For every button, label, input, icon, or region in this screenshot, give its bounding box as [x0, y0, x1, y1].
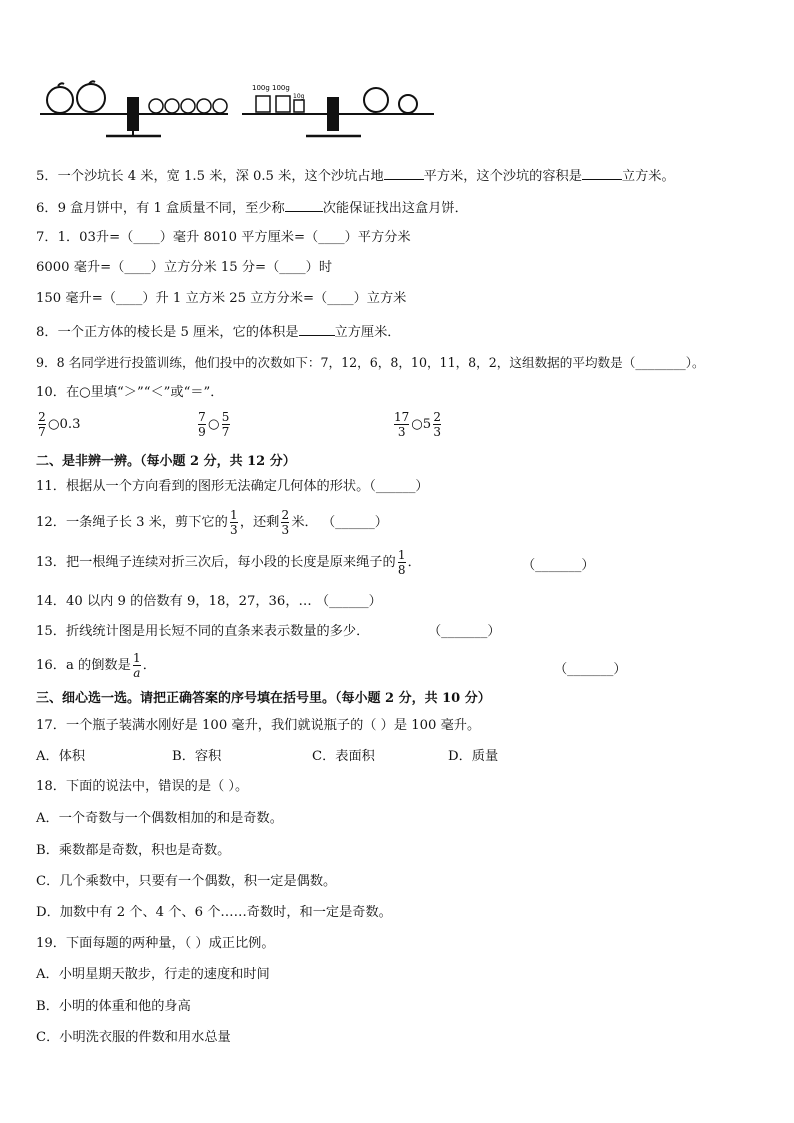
question-12: 12．一条绳子长 3 米，剪下它的 $\frac{1}{3}$ ，还剩 $\frac{2}{3}$ 米． （______） [36, 508, 388, 537]
answer-blank[interactable] [582, 166, 622, 180]
fraction: $\frac{17}{3}$ [394, 410, 410, 439]
balance-scales-illustration [36, 80, 438, 150]
weight-icon [276, 96, 290, 112]
option-a[interactable]: A．体积 [36, 749, 86, 764]
fraction: $\frac{5}{7}$ [221, 410, 230, 439]
question-7-line-3: 150 毫升=（____）升 1 立方米 25 立方分米=（____）立方米 [36, 291, 407, 306]
apple-icon [364, 88, 388, 112]
question-6: 6．9 盒月饼中，有 1 盒质量不同，至少称 次能保证找出这盒月饼． [36, 198, 468, 218]
weight-label-1: 100g [252, 84, 270, 92]
answer-blank[interactable] [285, 198, 323, 212]
question-15-answer[interactable]: （_______） [428, 624, 501, 639]
question-14: 14．40 以内 9 的倍数有 9，18，27，36，… （______） [36, 594, 382, 609]
fraction: $\frac{1}{8}$ [397, 548, 406, 577]
question-7-line-2: 6000 毫升=（____）立方分米 15 分=（____）时 [36, 260, 333, 275]
question-9: 9．8 名同学进行投篮训练，他们投中的次数如下：7，12，6，8，10，11，8，2，这组数据的平均数是（________）。 [36, 355, 705, 370]
section-2-title: 二、是非辨一辨。（每小题 2 分，共 12 分） [36, 454, 296, 469]
section-3-title: 三、细心选一选。请把正确答案的序号填在括号里。（每小题 2 分，共 10 分） [36, 691, 491, 706]
left-balance [40, 81, 228, 136]
fraction: $\frac{2}{7}$ [38, 410, 46, 439]
question-10: 10．在○里填“＞”“＜”或“＝”． [36, 385, 224, 400]
apple-icon [77, 84, 105, 112]
fraction: $\frac{2}{3}$ [433, 410, 441, 439]
question-11: 11．根据从一个方向看到的图形无法确定几何体的形状。（______） [36, 479, 429, 494]
option-b[interactable]: B．乘数都是奇数，积也是奇数。 [36, 843, 231, 858]
answer-blank[interactable] [299, 322, 335, 336]
question-13: 13．把一根绳子连续对折三次后，每小段的长度是原来绳子的 $\frac{1}{8}$ ． [36, 548, 421, 577]
option-c[interactable]: C．几个乘数中，只要有一个偶数，积一定是偶数。 [36, 874, 337, 889]
fraction: $\frac{1}{3}$ [229, 508, 238, 537]
right-balance [242, 88, 434, 136]
fraction: $\frac{1}{a}$ [132, 651, 141, 680]
question-17-options [36, 748, 498, 766]
weight-icon [256, 96, 270, 112]
option-a[interactable]: A．一个奇数与一个偶数相加的和是奇数。 [36, 811, 283, 826]
weight-label-3: 10g [293, 93, 305, 100]
question-10-item-1: $\frac{2}{7}$ ○0.3 [38, 410, 81, 439]
weight-icon [294, 100, 304, 112]
question-16: 16．a 的倒数是 $\frac{1}{a}$ ． [36, 651, 156, 680]
fraction: $\frac{7}{9}$ [198, 410, 206, 439]
option-b[interactable]: B．容积 [172, 749, 222, 764]
question-16-answer[interactable]: （_______） [554, 662, 627, 677]
pears-icon [149, 99, 227, 113]
answer-blank[interactable] [384, 166, 424, 180]
option-c[interactable]: C．小明洗衣服的件数和用水总量 [36, 1030, 231, 1045]
question-10-item-3: $\frac{17}{3}$ ○5 $\frac{2}{3}$ [394, 410, 441, 439]
option-d[interactable]: D．加数中有 2 个、4 个、6 个……奇数时，和一定是奇数。 [36, 905, 392, 920]
option-b[interactable]: B．小明的体重和他的身高 [36, 999, 191, 1014]
question-15: 15．折线统计图是用长短不同的直条来表示数量的多少． [36, 624, 370, 639]
pear-icon [399, 95, 417, 113]
question-8: 8．一个正方体的棱长是 5 厘米，它的体积是 立方厘米． [36, 322, 400, 342]
question-19: 19．下面每题的两种量，（ ）成正比例。 [36, 936, 275, 951]
option-d[interactable]: D．质量 [448, 749, 499, 764]
question-13-answer[interactable]: （_______） [522, 558, 595, 573]
fraction: $\frac{2}{3}$ [281, 508, 290, 537]
question-10-item-2: $\frac{7}{9}$ ○ $\frac{5}{7}$ [198, 410, 230, 439]
question-5: 5．一个沙坑长 4 米，宽 1.5 米，深 0.5 米，这个沙坑占地 平方米，这个沙坑的容积是 立方米。 [36, 166, 675, 186]
apple-icon [47, 87, 73, 113]
question-18: 18．下面的说法中，错误的是（ ）。 [36, 779, 249, 794]
question-7-line-1: 7．1．03升=（____）毫升 8010 平方厘米=（____）平方分米 [36, 230, 411, 245]
weight-label-2: 100g [272, 84, 290, 92]
option-a[interactable]: A．小明星期天散步，行走的速度和时间 [36, 967, 270, 982]
question-17: 17．一个瓶子装满水刚好是 100 毫升，我们就说瓶子的（ ）是 100 毫升。 [36, 718, 481, 733]
option-c[interactable]: C．表面积 [312, 749, 375, 764]
